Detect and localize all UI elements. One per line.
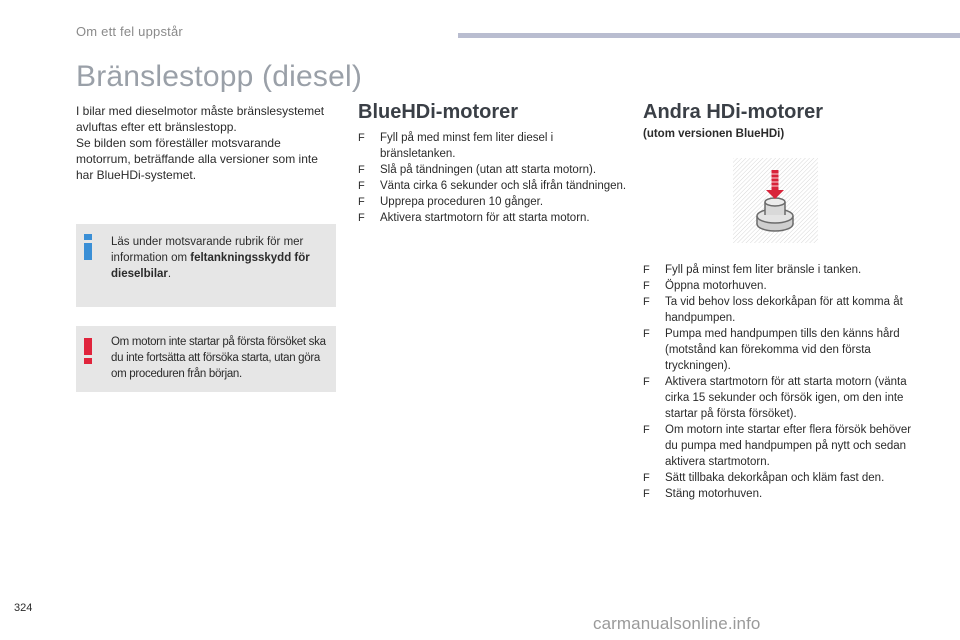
warning-box <box>76 326 336 392</box>
header-rule <box>458 33 960 38</box>
watermark: carmanualsonline.info <box>593 614 761 633</box>
step-item <box>643 470 913 486</box>
checkbox-bullet-icon: F <box>358 164 365 176</box>
intro-line: avluftas efter ett bränslestopp. <box>76 120 237 134</box>
step-text: Öppna motorhuven. <box>665 280 767 292</box>
step-item <box>358 178 628 194</box>
intro-line: har BlueHDi-systemet. <box>76 168 197 182</box>
step-item <box>643 486 913 502</box>
intro-line: motorrum, beträffande alla versioner som inte <box>76 152 318 166</box>
step-text: Sätt tillbaka dekorkåpan och kläm fast den. <box>665 472 885 484</box>
step-text: Fyll på minst fem liter bränsle i tanken. <box>665 264 862 276</box>
checkbox-bullet-icon: F <box>643 376 650 388</box>
info-text-start: Läs under motsvarande rubrik för mer information om <box>111 236 304 264</box>
checkbox-bullet-icon: F <box>358 212 365 224</box>
bluehdi-heading: BlueHDi-motorer <box>358 101 519 123</box>
checkbox-bullet-icon: F <box>358 132 365 144</box>
warning-icon <box>84 338 92 364</box>
warning-text: Om motorn inte startar på första försöket ska du inte fortsätta att försöka starta, utan göra om proceduren från början. <box>111 336 326 380</box>
step-item <box>643 326 913 374</box>
step-text: Pumpa med handpumpen tills den känns hård (motstånd kan förekomma vid den första tryckningen). <box>665 328 900 372</box>
checkbox-bullet-icon: F <box>643 296 650 308</box>
info-text-emphasis: feltankningsskydd för dieselbilar <box>111 252 310 280</box>
checkbox-bullet-icon: F <box>643 264 650 276</box>
info-icon <box>84 234 92 260</box>
step-item <box>358 130 628 162</box>
bluehdi-steps <box>358 130 628 226</box>
checkbox-bullet-icon: F <box>643 328 650 340</box>
checkbox-bullet-icon: F <box>358 180 365 192</box>
step-item <box>643 422 913 470</box>
step-item <box>643 262 913 278</box>
step-item <box>358 162 628 178</box>
info-text-end: . <box>167 268 172 280</box>
intro-line: Se bilden som föreställer motsvarande <box>76 136 281 150</box>
checkbox-bullet-icon: F <box>358 196 365 208</box>
checkbox-bullet-icon: F <box>643 488 650 500</box>
step-item <box>643 278 913 294</box>
hand-pump-icon <box>733 158 818 243</box>
intro-line: I bilar med dieselmotor måste bränslesystemet <box>76 104 325 118</box>
step-text: Om motorn inte startar efter flera försök behöver du pumpa med handpumpen på nytt och sedan aktivera startmotorn. <box>665 424 912 468</box>
section-title: Om ett fel uppstår <box>76 24 183 39</box>
checkbox-bullet-icon: F <box>643 472 650 484</box>
step-item <box>358 194 628 210</box>
info-box <box>76 224 336 307</box>
step-text: Ta vid behov loss dekorkåpan för att komma åt handpumpen. <box>665 296 903 324</box>
other-hdi-subtitle: (utom versionen BlueHDi) <box>643 128 785 140</box>
step-text: Fyll på med minst fem liter diesel i bränsletanken. <box>380 132 554 160</box>
step-text: Aktivera startmotorn för att starta motorn. <box>380 212 590 224</box>
checkbox-bullet-icon: F <box>643 280 650 292</box>
step-text: Upprepa proceduren 10 gånger. <box>380 196 544 208</box>
step-text: Stäng motorhuven. <box>665 488 763 500</box>
info-text <box>111 234 333 282</box>
other-hdi-heading: Andra HDi-motorer <box>643 101 824 123</box>
step-item <box>358 210 628 226</box>
intro-text <box>76 103 341 183</box>
step-text: Aktivera startmotorn för att starta motorn (vänta cirka 15 sekunder och försök igen, om den inte startar på första försöket). <box>665 376 907 420</box>
step-text: Slå på tändningen (utan att starta motorn). <box>380 164 597 176</box>
step-text: Vänta cirka 6 sekunder och slå ifrån tändningen. <box>380 180 627 192</box>
step-item <box>643 294 913 326</box>
page-title: Bränslestopp (diesel) <box>76 60 363 93</box>
step-item <box>643 374 913 422</box>
other-hdi-steps <box>643 262 913 502</box>
checkbox-bullet-icon: F <box>643 424 650 436</box>
page-number: 324 <box>14 602 33 614</box>
